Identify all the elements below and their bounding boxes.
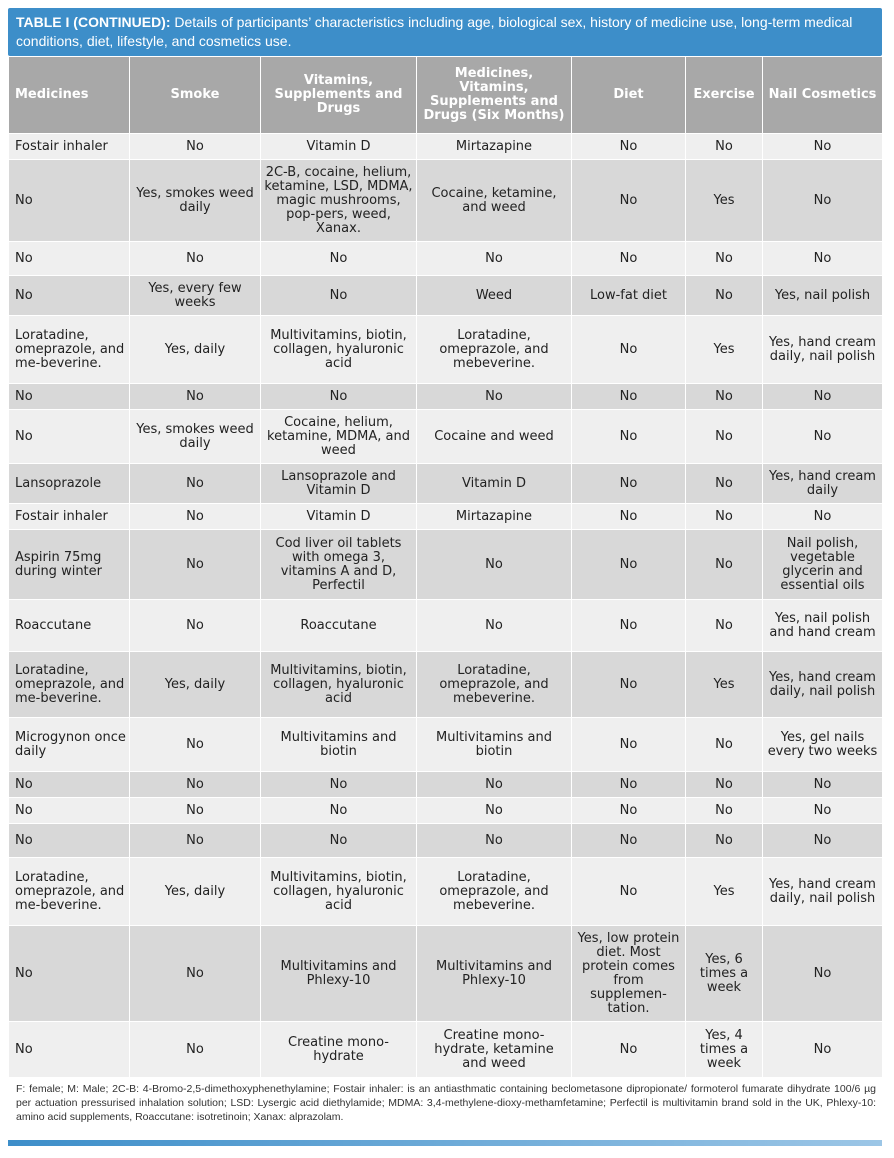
- table-row: [9, 600, 883, 652]
- table-cell: No: [686, 384, 763, 410]
- table-cell: No: [572, 858, 686, 926]
- table-cell: No: [130, 718, 261, 772]
- table-cell: Loratadine, omeprazole, and me-beverine.: [9, 316, 130, 384]
- table-footnote: F: female; M: Male; 2C-B: 4-Bromo-2,5-dimethoxyphenethylamine; Fostair inhaler: is an antiasthmatic containing beclometasone dipropionate/ formoterol fumarate dihydrate 100/6 µg per actuation pressurised inhalation solution; LSD: Lysergic acid diethylamide; MDMA: 3,4-methylene-dioxy-methamfetamine; Perfectil is multivitamin brand sold in the UK, Phlexy-10: amino acid supplements, Roaccutane: isotretinoin; Xanax: alprazolam.: [16, 1083, 876, 1123]
- table-cell: Yes, smokes weed daily: [130, 410, 261, 464]
- table-cell: Multivitamins and biotin: [261, 718, 417, 772]
- table-cell: Cod liver oil tablets with omega 3, vitamins A and D, Perfectil: [261, 530, 417, 600]
- table-cell: No: [261, 824, 417, 858]
- table-cell: No: [763, 926, 883, 1022]
- table-cell: No: [9, 242, 130, 276]
- table-cell: No: [261, 772, 417, 798]
- table-cell: Vitamin D: [261, 134, 417, 160]
- table-cell: No: [686, 464, 763, 504]
- table-row: [9, 384, 883, 410]
- caption-text: Details of participants’ characteristics including age, biological sex, history of medicine use, long-term medical conditions, diet, lifestyle, and cosmetics use.: [16, 14, 853, 49]
- table-cell: No: [763, 798, 883, 824]
- table-cell: No: [130, 384, 261, 410]
- table-cell: Yes, hand cream daily, nail polish: [763, 316, 883, 384]
- table-cell: Mirtazapine: [417, 504, 572, 530]
- table-cell: No: [417, 530, 572, 600]
- table-cell: Loratadine, omeprazole, and mebeverine.: [417, 316, 572, 384]
- table-cell: No: [417, 600, 572, 652]
- table-cell: Creatine mono-hydrate, ketamine and weed: [417, 1022, 572, 1078]
- table-cell: No: [686, 600, 763, 652]
- table-cell: No: [763, 772, 883, 798]
- table-cell: No: [572, 384, 686, 410]
- table-cell: No: [572, 316, 686, 384]
- table-caption: [8, 8, 882, 56]
- table-cell: Roaccutane: [9, 600, 130, 652]
- table-cell: No: [686, 530, 763, 600]
- table-cell: Lansoprazole and Vitamin D: [261, 464, 417, 504]
- table-cell: No: [763, 410, 883, 464]
- table-cell: No: [130, 530, 261, 600]
- table-cell: Weed: [417, 276, 572, 316]
- table-cell: Yes, every few weeks: [130, 276, 261, 316]
- table-row: [9, 316, 883, 384]
- table-cell: No: [130, 772, 261, 798]
- table-cell: No: [572, 504, 686, 530]
- table-row: [9, 926, 883, 1022]
- table-cell: No: [572, 718, 686, 772]
- table-cell: No: [130, 504, 261, 530]
- table-cell: Yes, 6 times a week: [686, 926, 763, 1022]
- table-cell: Low-fat diet: [572, 276, 686, 316]
- caption-label: TABLE I (CONTINUED):: [16, 14, 171, 30]
- table-cell: No: [9, 160, 130, 242]
- table-cell: No: [417, 384, 572, 410]
- table-cell: Creatine mono-hydrate: [261, 1022, 417, 1078]
- table-cell: No: [261, 798, 417, 824]
- table-cell: No: [9, 926, 130, 1022]
- table-cell: No: [686, 772, 763, 798]
- table-cell: No: [130, 1022, 261, 1078]
- column-header: Exercise: [686, 57, 763, 134]
- table-cell: Multivitamins and biotin: [417, 718, 572, 772]
- table-cell: No: [572, 1022, 686, 1078]
- header-row: [9, 57, 883, 134]
- table-cell: No: [763, 160, 883, 242]
- table-cell: Multivitamins, biotin, collagen, hyaluronic acid: [261, 858, 417, 926]
- table-cell: No: [686, 824, 763, 858]
- table-row: [9, 160, 883, 242]
- table-cell: No: [9, 384, 130, 410]
- table-cell: No: [261, 276, 417, 316]
- column-header: Medicines: [9, 57, 130, 134]
- table-row: [9, 772, 883, 798]
- table-cell: Multivitamins, biotin, collagen, hyaluronic acid: [261, 316, 417, 384]
- table-cell: Fostair inhaler: [9, 134, 130, 160]
- table-row: [9, 504, 883, 530]
- participants-table: [8, 56, 883, 1078]
- table-cell: No: [763, 824, 883, 858]
- table-cell: Mirtazapine: [417, 134, 572, 160]
- table-cell: No: [763, 1022, 883, 1078]
- table-cell: No: [572, 824, 686, 858]
- table-cell: No: [572, 410, 686, 464]
- table-cell: Vitamin D: [417, 464, 572, 504]
- table-row: [9, 858, 883, 926]
- table-cell: No: [9, 410, 130, 464]
- table-cell: No: [572, 772, 686, 798]
- table-cell: No: [763, 134, 883, 160]
- table-cell: Cocaine, ketamine, and weed: [417, 160, 572, 242]
- table-cell: Multivitamins and Phlexy-10: [261, 926, 417, 1022]
- table-cell: Yes, low protein diet. Most protein comes from supplemen-tation.: [572, 926, 686, 1022]
- table-cell: No: [763, 242, 883, 276]
- table-row: [9, 530, 883, 600]
- table-cell: Yes, 4 times a week: [686, 1022, 763, 1078]
- table-cell: Yes: [686, 160, 763, 242]
- table-cell: Cocaine, helium, ketamine, MDMA, and weed: [261, 410, 417, 464]
- table-cell: Yes, hand cream daily, nail polish: [763, 858, 883, 926]
- table-cell: No: [572, 798, 686, 824]
- table-cell: Yes, daily: [130, 316, 261, 384]
- table-cell: No: [572, 464, 686, 504]
- table-cell: No: [9, 772, 130, 798]
- table-row: [9, 718, 883, 772]
- table-cell: Yes, nail polish: [763, 276, 883, 316]
- table-cell: No: [261, 384, 417, 410]
- table-cell: Multivitamins and Phlexy-10: [417, 926, 572, 1022]
- table-cell: No: [130, 464, 261, 504]
- table-row: [9, 276, 883, 316]
- table-cell: No: [686, 242, 763, 276]
- table-cell: Vitamin D: [261, 504, 417, 530]
- table-cell: No: [763, 384, 883, 410]
- table-cell: No: [686, 718, 763, 772]
- table-body: [9, 134, 883, 1078]
- bottom-rule: [8, 1140, 882, 1146]
- table-cell: Aspirin 75mg during winter: [9, 530, 130, 600]
- table-cell: No: [763, 504, 883, 530]
- table-cell: No: [130, 798, 261, 824]
- table-cell: No: [9, 276, 130, 316]
- table-cell: No: [686, 504, 763, 530]
- table-cell: Fostair inhaler: [9, 504, 130, 530]
- table-cell: No: [130, 242, 261, 276]
- table-cell: Loratadine, omeprazole, and mebeverine.: [417, 858, 572, 926]
- table-row: [9, 824, 883, 858]
- table-cell: Lansoprazole: [9, 464, 130, 504]
- table-cell: No: [572, 160, 686, 242]
- table-cell: No: [9, 824, 130, 858]
- column-header: Medicines, Vitamins, Supplements and Drugs (Six Months): [417, 57, 572, 134]
- column-header: Smoke: [130, 57, 261, 134]
- table-cell: No: [686, 134, 763, 160]
- table-cell: Roaccutane: [261, 600, 417, 652]
- table-cell: Yes, hand cream daily, nail polish: [763, 652, 883, 718]
- table-cell: No: [417, 824, 572, 858]
- table-cell: Yes: [686, 652, 763, 718]
- table-cell: No: [417, 242, 572, 276]
- table-cell: Yes, nail polish and hand cream: [763, 600, 883, 652]
- table-cell: No: [572, 242, 686, 276]
- table-cell: Multivitamins, biotin, collagen, hyaluronic acid: [261, 652, 417, 718]
- table-cell: 2C-B, cocaine, helium, ketamine, LSD, MDMA, magic mushrooms, pop-pers, weed, Xanax.: [261, 160, 417, 242]
- table-cell: No: [417, 772, 572, 798]
- table-cell: No: [572, 600, 686, 652]
- table-cell: No: [130, 926, 261, 1022]
- column-header: Vitamins, Supplements and Drugs: [261, 57, 417, 134]
- table-cell: Yes: [686, 858, 763, 926]
- table-cell: No: [9, 798, 130, 824]
- table-cell: No: [686, 410, 763, 464]
- table-cell: No: [130, 134, 261, 160]
- table-cell: Microgynon once daily: [9, 718, 130, 772]
- table-row: [9, 464, 883, 504]
- table-cell: No: [9, 1022, 130, 1078]
- table-cell: No: [130, 824, 261, 858]
- table-cell: Yes, daily: [130, 858, 261, 926]
- table-cell: Loratadine, omeprazole, and me-beverine.: [9, 652, 130, 718]
- table-cell: No: [686, 798, 763, 824]
- table-row: [9, 134, 883, 160]
- table-cell: Yes, smokes weed daily: [130, 160, 261, 242]
- table-cell: No: [572, 652, 686, 718]
- table-row: [9, 798, 883, 824]
- table-cell: Yes: [686, 316, 763, 384]
- table-cell: Yes, gel nails every two weeks: [763, 718, 883, 772]
- table-cell: No: [572, 530, 686, 600]
- table-cell: No: [417, 798, 572, 824]
- table-cell: No: [686, 276, 763, 316]
- table-cell: No: [130, 600, 261, 652]
- table-cell: Yes, hand cream daily: [763, 464, 883, 504]
- column-header: Nail Cosmetics: [763, 57, 883, 134]
- table-row: [9, 242, 883, 276]
- table-row: [9, 1022, 883, 1078]
- table-cell: No: [261, 242, 417, 276]
- table-cell: Nail polish, vegetable glycerin and essential oils: [763, 530, 883, 600]
- table-cell: Cocaine and weed: [417, 410, 572, 464]
- table-cell: No: [572, 134, 686, 160]
- table-cell: Yes, daily: [130, 652, 261, 718]
- table-cell: Loratadine, omeprazole, and me-beverine.: [9, 858, 130, 926]
- table-row: [9, 652, 883, 718]
- table-row: [9, 410, 883, 464]
- column-header: Diet: [572, 57, 686, 134]
- table-cell: Loratadine, omeprazole, and mebeverine.: [417, 652, 572, 718]
